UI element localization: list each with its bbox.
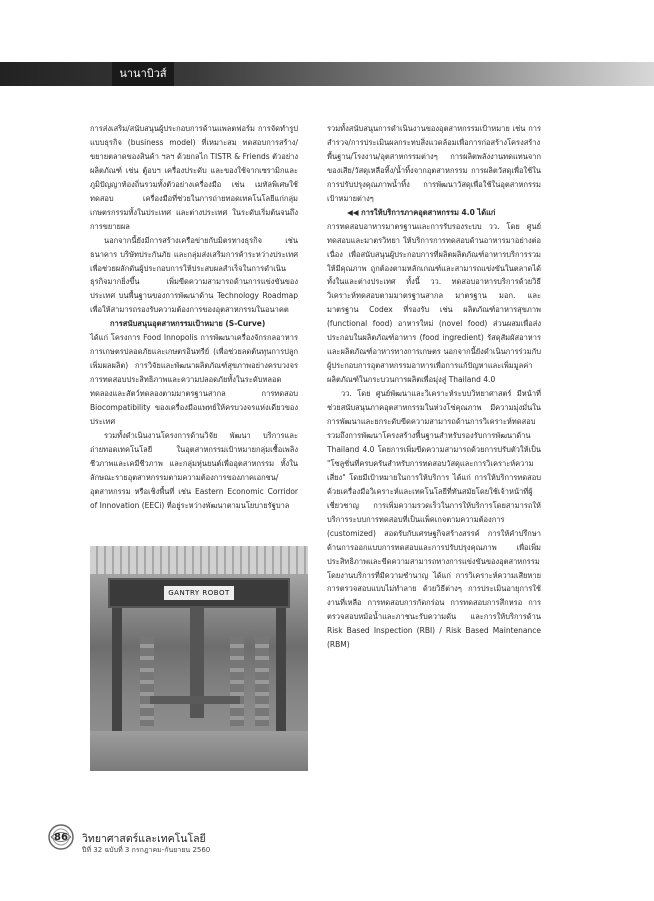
- body-paragraph: การส่งเสริม/สนับสนุนผู้ประกอบการด้านแพลตฟอร์ม การจัดทำรูปแบบธุรกิจ (business model) ที่เหมาะสม ทดสอบการสร้าง/ขยายตลาดของสินค้า ฯลฯ ด้วยกลไก TISTR & Friends ตัวอย่างผลิตภัณฑ์ เช่น ตู้อบฯ เครื่องประดับ และของใช้จากเซรามิกและภูมิปัญญาท้องถิ่นรวมทั้งตัวอย่างเครื่องมือ เช่น เมทัลพิเศษใช้ทดสอบ เครื่องมือที่ช่วยในการถ่ายทอดเทคโนโลยีแก่กลุ่มเกษตรกรรมทั้งในประเทศ และต่างประเทศ ในระดับเริ่มต้นจนถึงการขยายผล: [90, 124, 298, 231]
- journal-title: วิทยาศาสตร์และเทคโนโลยี: [82, 833, 206, 845]
- photo-floor: [90, 731, 308, 771]
- gantry-robot-photo: [90, 546, 308, 771]
- right-column: [327, 122, 541, 652]
- gantry-leg: [276, 606, 286, 746]
- body-paragraph: นอกจากนี้ยังมีการสร้างเครือข่ายกับมิตรทางธุรกิจ เช่น ธนาคาร บริษัทประกันภัย และกลุ่มส่งเสริมการค้าระหว่างประเทศ เพื่อช่วยผลักดันผู้ประกอบการให้ประสบผลสำเร็จในการดำเนินธุรกิจมากยิ่งขึ้น เพิ่มขีดความสามารถด้านการแข่งขันของประเทศ บนพื้นฐานของการพัฒนาด้าน Technology Roadmap เพื่อให้สามารถรองรับความต้องการของอุตสาหกรรมในอนาคต: [90, 235, 298, 315]
- page-number: 86: [54, 832, 68, 843]
- body-paragraph: ได้แก่ โครงการ Food Innopolis การพัฒนาเครื่องจักรกลอาหาร การเกษตรปลอดภัยและเกษตรอินทรีย์ (เพื่อช่วยลดต้นทุนการปลูก เพิ่มผลผลิต) การวิจัยและพัฒนาผลิตภัณฑ์สุขภาพอย่างครบวงจร การทดสอบประสิทธิภาพและความปลอดภัยทั้งในระดับหลอดทดลองและสัตว์ทดลองตามมาตรฐานสากล การทดสอบ Biocompatibility ของเครื่องมือแพทย์ให้ครบวงจรแห่งเดียวของประเทศ: [90, 333, 298, 427]
- photo-rack: [255, 636, 269, 726]
- gantry-beam: [108, 578, 290, 608]
- left-column: [90, 122, 298, 513]
- section-heading: การสนับสนุนอุตสาหกรรมเป้าหมาย (S-Curve): [110, 319, 266, 329]
- robot-arm: [150, 696, 240, 704]
- body-paragraph: รวมทั้งดำเนินงานโครงการด้านวิจัย พัฒนา บริการและถ่ายทอดเทคโนโลยี ในอุตสาหกรรมเป้าหมายกลุ่มเชื้อเพลิงชีวภาพและเคมีชีวภาพ และกลุ่มหุ่นยนต์เพื่ออุตสาหกรรม ทั้งในลักษณะรายอุตสาหกรรมตามความต้องการของภาคเอกชน/อุตสาหกรรม หรือเชิงพื้นที่ เช่น Eastern Economic Corridor of Innovation (EECi) ที่อยู่ระหว่างพัฒนาตามนโยบายรัฐบาล: [90, 430, 298, 510]
- photo-rack: [230, 636, 244, 726]
- gantry-sign: GANTRY ROBOT: [164, 586, 234, 600]
- section-heading: ◀◀ การให้บริการภาคอุตสาหกรรม 4.0 ได้แก่: [347, 207, 496, 217]
- section-label: นานาบิวส์: [112, 62, 174, 86]
- photo-rack: [140, 636, 154, 726]
- body-paragraph: รวมทั้งสนับสนุนการดำเนินงานของอุตสาหกรรมเป้าหมาย เช่น การสำรวจ/การประเมินผลกระทบสิ่งแวดล้อมเพื่อการก่อสร้างโครงสร้างพื้นฐาน/โรงงาน/อุตสาหกรรมต่างๆ การผลิตพลังงานทดแทนจากของเสีย/วัสดุเหลือทิ้ง/น้ำทิ้งจากอุตสาหกรรม การผลิตวัสดุเพื่อใช้ในการปรับปรุงคุณภาพน้ำทิ้ง การพัฒนาวัสดุเพื่อใช้ในอุตสาหกรรมเป้าหมายต่างๆ: [327, 124, 541, 203]
- gantry-leg: [112, 606, 122, 746]
- section-header-band: [0, 62, 654, 86]
- body-paragraph: วว. โดย ศูนย์พัฒนาและวิเคราะห์ระบบวิทยาศาสตร์ มีหน้าที่ช่วยสนับสนุนภาคอุตสาหกรรมในห่วงโซ่คุณภาพ มีความมุ่งมั่นในการพัฒนาและยกระดับขีดความสามารถด้านการวิเคราะห์ทดสอบ รวมถึงการพัฒนาโครงสร้างพื้นฐานสำหรับรองรับการพัฒนาด้าน Thailand 4.0 โดยการเพิ่มขีดความสามารถด้วยการปรับตัวให้เป็น "โซลูชั่นที่ครบครันสำหรับการทดสอบวัสดุและการวิเคราะห์ความเสี่ยง" โดยมีเป้าหมายในการให้บริการ ได้แก่ การให้บริการทดสอบด้วยเครื่องมือวิเคราะห์และเทคโนโลยีที่ทันสมัยโดยใช้เจ้าหน้าที่ผู้เชี่ยวชาญ การเพิ่มความรวดเร็วในการให้บริการโดยสามารถให้บริการระบบการทดสอบที่เป็นแพ็คเกจตามความต้องการ (customized) สอดรับกับเศรษฐกิจสร้างสรรค์ การให้คำปรึกษาด้านการออกแบบการทดสอบและการปรับปรุงคุณภาพ เพื่อเพิ่มประสิทธิภาพและขีดความสามารถทางการแข่งขันของอุตสาหกรรม โดยงานบริการที่มีความชำนาญ ได้แก่ การวิเคราะห์ความเสียหายการตรวจสอบแบบไม่ทำลาย ด้วยวิธีต่างๆ การประเมินอายุการใช้งานที่เหลือ การทดสอบการกัดกร่อน การทดสอบการสึกหรอ การตรวจสอบหม้อน้ำและภาชนะรับความดัน และการให้บริการด้าน Risk Based Inspection (RBI) / Risk Based Maintenance (RBM): [327, 389, 541, 650]
- photo-ceiling: [90, 546, 308, 574]
- journal-issue: ปีที่ 32 ฉบับที่ 3 กรกฎาคม-กันยายน 2560: [82, 846, 211, 854]
- body-paragraph: การทดสอบอาหารมาตรฐานและการรับรองระบบ วว. โดย ศูนย์ทดสอบและมาตรวิทยา ให้บริการการทดสอบด้านอาหารมาอย่างต่อเนื่อง เพื่อสนับสนุนผู้ประกอบการที่ผลิตผลิตภัณฑ์อาหารบริการรวม ให้มีคุณภาพ ถูกต้องตามหลักเกณฑ์และสามารถแข่งขันในตลาดได้ทั้งในและต่างประเทศ ทั้งนี้ วว. ทดสอบอาหารบริการด้วยวิธีวิเคราะห์ทดสอบตามมาตรฐานสากล มาตรฐาน มอก. และมาตรฐาน Codex ที่รองรับ เช่น ผลิตภัณฑ์อาหารสุขภาพ (functional food) อาหารใหม่ (novel food) ส่วนผสมเพื่อส่งประกอบในผลิตภัณฑ์อาหาร (food ingredient) รัสดุสัมผัสอาหาร และผลิตภัณฑ์อาหารทางการเกษตร นอกจากนี้ยังดำเนินการร่วมกับผู้ประกอบการอุตสาหกรรมอาหารเพื่อการแก้ปัญหาและเพิ่มมูลค่าผลิตภัณฑ์ในกระบวนการผลิตเพื่อมุ่งสู่ Thailand 4.0: [327, 221, 541, 385]
